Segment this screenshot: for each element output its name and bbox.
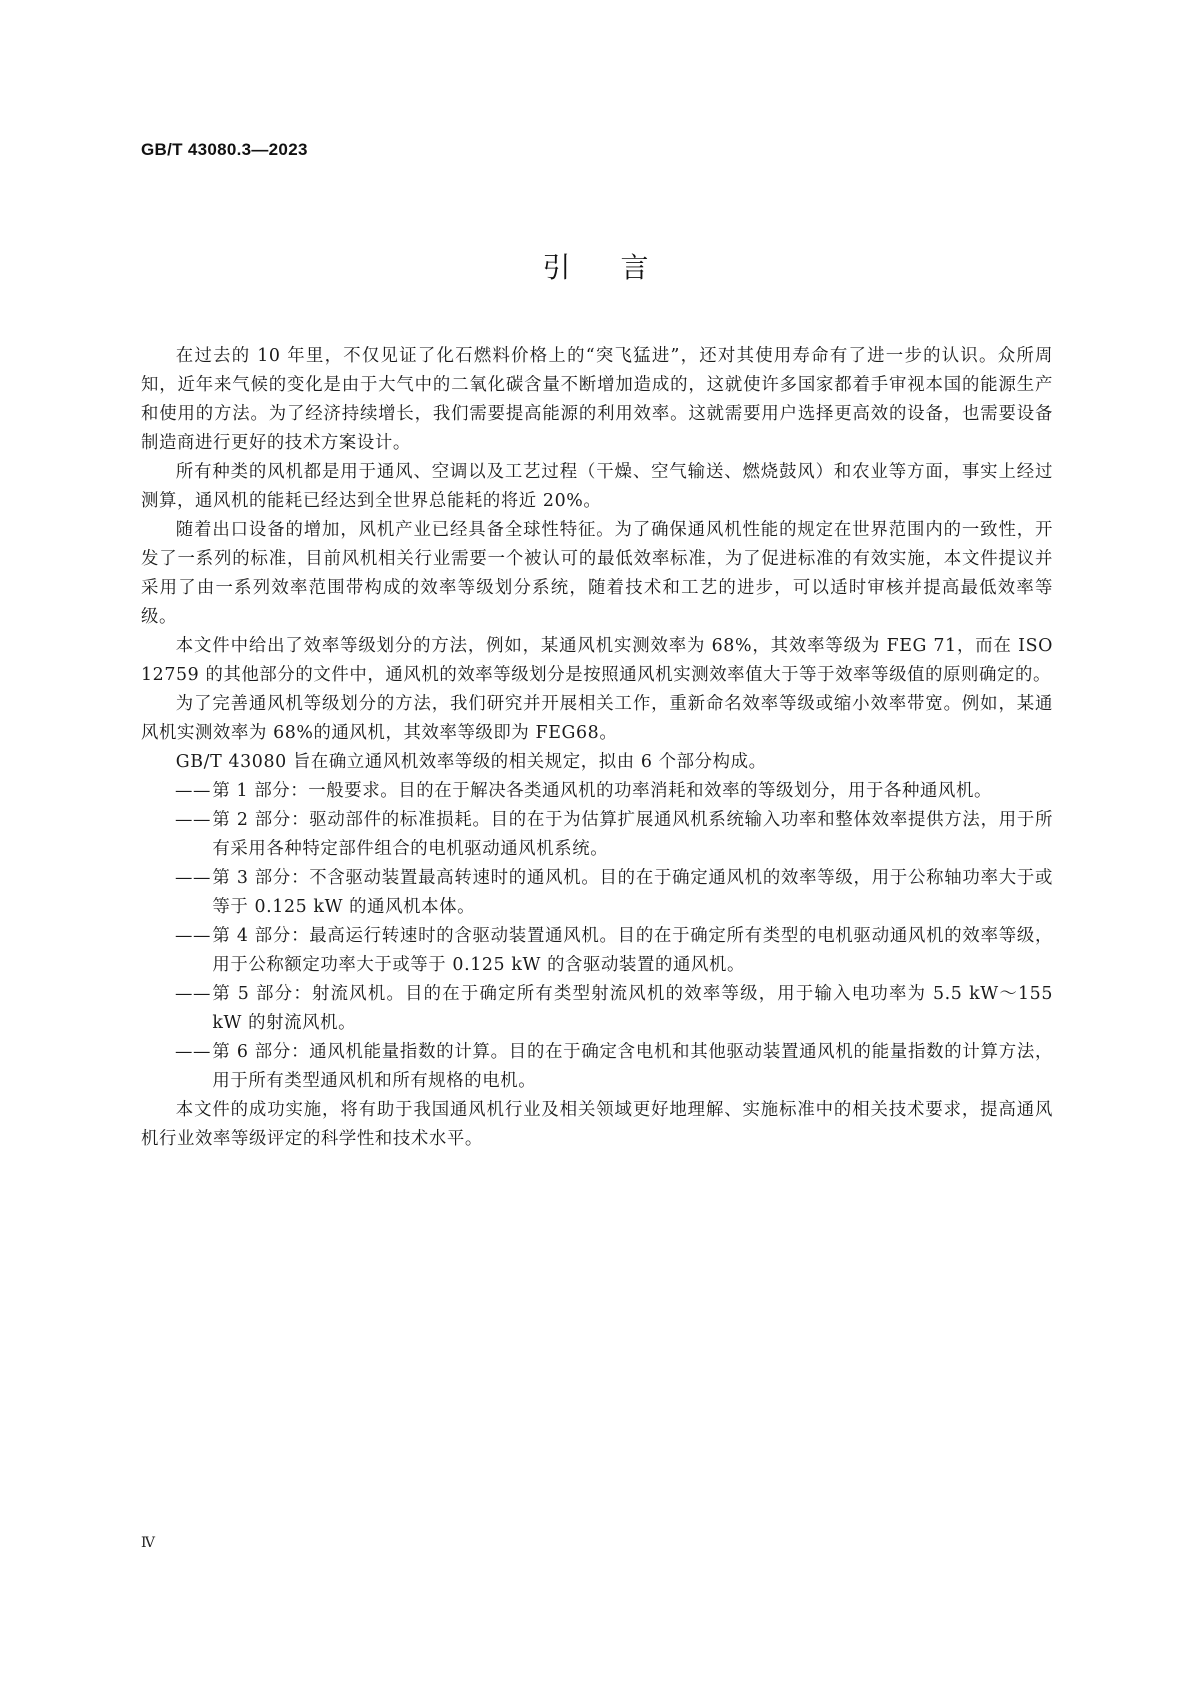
page-title: 引言 [542, 251, 699, 284]
list-item-part-3 [141, 864, 1053, 922]
list-item-text: 第 5 部分：射流风机。目的在于确定所有类型射流风机的效率等级，用于输入电功率为 5.5 kW～155 kW 的射流风机。 [212, 984, 1053, 1033]
list-dash: —— [175, 984, 211, 1004]
list-dash: —— [175, 926, 211, 946]
list-dash: —— [175, 781, 211, 801]
list-item-part-2 [141, 806, 1053, 864]
list-item-part-6 [141, 1038, 1053, 1096]
paragraph-2: 所有种类的风机都是用于通风、空调以及工艺过程（干燥、空气输送、燃烧鼓风）和农业等方面，事实上经过测算，通风机的能耗已经达到全世界总能耗的将近 20%。 [141, 462, 1053, 511]
closing-paragraph: 本文件的成功实施，将有助于我国通风机行业及相关领域更好地理解、实施标准中的相关技术要求，提高通风机行业效率等级评定的科学性和技术水平。 [141, 1100, 1053, 1149]
standard-code-header: GB/T 43080.3—2023 [141, 140, 308, 159]
list-item-part-5 [141, 980, 1053, 1038]
list-dash: —— [175, 868, 211, 888]
paragraph-5: 为了完善通风机等级划分的方法，我们研究并开展相关工作，重新命名效率等级或缩小效率带宽。例如，某通风机实测效率为 68%的通风机，其效率等级即为 FEG68。 [141, 694, 1053, 743]
document-body [141, 342, 1053, 1154]
list-item-part-1 [141, 777, 1053, 806]
list-item-text: 第 2 部分：驱动部件的标准损耗。目的在于为估算扩展通风机系统输入功率和整体效率提供方法，用于所有采用各种特定部件组合的电机驱动通风机系统。 [212, 810, 1053, 859]
page-number: Ⅳ [141, 1535, 155, 1551]
list-dash: —— [175, 810, 211, 830]
paragraph-1: 在过去的 10 年里，不仅见证了化石燃料价格上的“突飞猛进”，还对其使用寿命有了进一步的认识。众所周知，近年来气候的变化是由于大气中的二氧化碳含量不断增加造成的，这就使许多国家都着手审视本国的能源生产和使用的方法。为了经济持续增长，我们需要提高能源的利用效率。这就需要用户选择更高效的设备，也需要设备制造商进行更好的技术方案设计。 [141, 346, 1053, 453]
list-item-text: 第 6 部分：通风机能量指数的计算。目的在于确定含电机和其他驱动装置通风机的能量指数的计算方法，用于所有类型通风机和所有规格的电机。 [212, 1042, 1053, 1091]
list-item-text: 第 1 部分：一般要求。目的在于解决各类通风机的功率消耗和效率的等级划分，用于各种通风机。 [212, 781, 992, 801]
paragraph-3: 随着出口设备的增加，风机产业已经具备全球性特征。为了确保通风机性能的规定在世界范围内的一致性，开发了一系列的标准，目前风机相关行业需要一个被认可的最低效率标准，为了促进标准的有效实施，本文件提议并采用了由一系列效率范围带构成的效率等级划分系统，随着技术和工艺的进步，可以适时审核并提高最低效率等级。 [141, 520, 1053, 627]
list-dash: —— [175, 1042, 211, 1062]
paragraph-6: GB/T 43080 旨在确立通风机效率等级的相关规定，拟由 6 个部分构成。 [175, 752, 767, 772]
paragraph-4: 本文件中给出了效率等级划分的方法，例如，某通风机实测效率为 68%，其效率等级为 FEG 71，而在 ISO 12759 的其他部分的文件中，通风机的效率等级划分是按照通风机实测效率值大于等于效率等级值的原则确定的。 [141, 636, 1053, 685]
list-item-part-4 [141, 922, 1053, 980]
list-item-text: 第 4 部分：最高运行转速时的含驱动装置通风机。目的在于确定所有类型的电机驱动通风机的效率等级，用于公称额定功率大于或等于 0.125 kW 的含驱动装置的通风机。 [212, 926, 1053, 975]
list-item-text: 第 3 部分：不含驱动装置最高转速时的通风机。目的在于确定通风机的效率等级，用于公称轴功率大于或等于 0.125 kW 的通风机本体。 [212, 868, 1053, 917]
